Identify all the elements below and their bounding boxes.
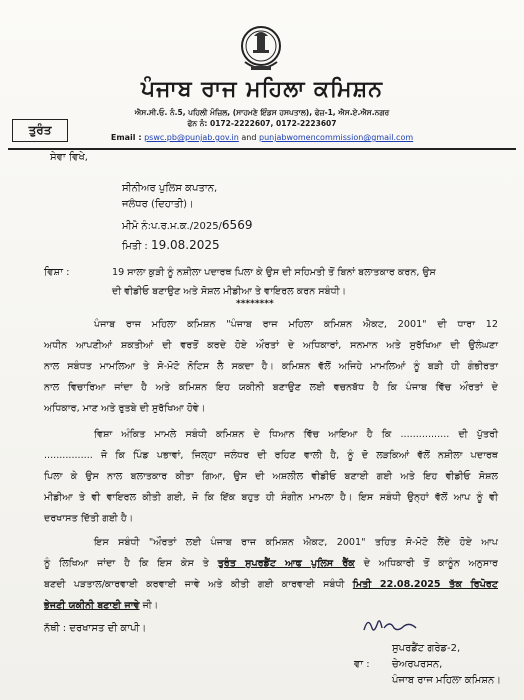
p3-line: [44, 553, 498, 574]
state-emblem-icon: [237, 24, 285, 74]
email-line: [0, 133, 524, 142]
p2-line: ਵਿਸ਼ਾ ਅੰਕਿਤ ਮਾਮਲੇ ਸਬੰਧੀ ਕਮਿਸ਼ਨ ਦੇ ਧਿਆਨ ਵਿੱਚ ਆਇਆ ਹੈ ਕਿ ................ ਦੀ ਪੁੱਤਰੀ: [94, 429, 498, 440]
p1-line: ਅਧਿਕਾਰ, ਮਾਣ ਅਤੇ ਰੁਤਬੇ ਦੀ ਸੁਰੱਖਿਆ ਹੋਵੇ।: [44, 403, 206, 414]
p3-line: ਇਸ ਸਬੰਧੀ "ਔਰਤਾਂ ਲਈ ਪੰਜਾਬ ਰਾਜ ਕਮਿਸ਼ਨ ਐਕਟ, 2001" ਤਹਿਤ ਸੋ-ਮੋਟੋ ਲੈਂਦੇ ਹੋਏ ਆਪ: [94, 537, 498, 548]
memo-label: ਮੀਮੋ ਨੰ:ਪ.ਰ.ਮ.ਕ./2025/: [122, 221, 222, 232]
paragraph-3: [44, 532, 498, 616]
memo-no: 6569: [221, 218, 253, 232]
email-label: Email :: [110, 133, 142, 142]
separator: ********: [236, 299, 274, 309]
signoff-line-3: ਪੰਜਾਬ ਰਾਜ ਮਹਿਲਾ ਕਮਿਸ਼ਨ।: [392, 675, 502, 686]
p3-text: ਨੂੰ ਲਿਖਿਆ ਜਾਂਦਾ ਹੈ ਕਿ ਇਸ ਕੇਸ ਤੇ: [44, 558, 218, 569]
p1-line: ਪੰਜਾਬ ਰਾਜ ਮਹਿਲਾ ਕਮਿਸ਼ਨ "ਪੰਜਾਬ ਰਾਜ ਮਹਿਲਾ ਕਮਿਸ਼ਨ ਐਕਟ, 2001" ਦੀ ਧਾਰਾ 12: [94, 319, 498, 330]
p3-text: ਦੇ ਅਧਿਕਾਰੀ ਤੋਂ ਕਾਨੂੰਨ ਅਨੁਸਾਰ: [354, 558, 499, 569]
email-and: and: [241, 133, 257, 142]
office-title: ਪੰਜਾਬ ਰਾਜ ਮਹਿਲਾ ਕਮਿਸ਼ਨ: [140, 77, 384, 102]
signoff-line-1: ਸੁਪਰਡੈਂਟ ਗਰੇਡ-2,: [392, 643, 461, 654]
p2-line: ਮੀਡੀਆ ਤੇ ਵੀ ਵਾਇਰਲ ਕੀਤੀ ਗਈ, ਜੋ ਕਿ ਇੱਕ ਬਹੁਤ ਹੀ ਸੰਗੀਨ ਮਾਮਲਾ ਹੈ। ਇਸ ਸਬੰਧੀ ਉਨ੍ਹਾਂ ਵੱਲੋਂ ਆਪ ਨੂੰ ਵੀ: [44, 492, 498, 503]
subject-label: ਵਿਸ਼ਾ :: [44, 267, 70, 278]
p3-line: [44, 595, 498, 616]
p1-line: ਨਾਲ ਸਬੰਧਤ ਮਾਮਲਿਆ ਤੇ ਸੋ-ਮੋਟੋ ਨੋਟਿਸ ਲੈ ਸਕਦਾ ਹੈ। ਕਮਿਸ਼ਨ ਵੱਲੋਂ ਅਜਿਹੇ ਮਾਮਲਿਆਂ ਨੂੰ ਬੜੀ ਹੀ ਗੰਭੀਰਤਾ: [44, 361, 498, 372]
signoff-for: ਵਾ :: [354, 659, 370, 670]
date-value: 19.08.2025: [150, 238, 220, 252]
email-link-1[interactable]: pswc.pb@punjab.gov.in: [144, 133, 239, 142]
p3-line: [44, 574, 498, 595]
p3-emphasis-date: ਮਿਤੀ 22.08.2025 ਤੱਕ ਰਿਪੋਰਟ: [352, 579, 498, 590]
memo-number: [122, 218, 252, 234]
recipient-line-2: ਜਲੰਧਰ (ਦਿਹਾਤੀ)।: [122, 199, 194, 210]
salutation: ਸੇਵਾ ਵਿਖੇ,: [50, 152, 88, 163]
p2-line: ................ ਜੋ ਕਿ ਪਿੰਡ ਪਭਾਵਾਂ, ਜਿਲ੍ਹਾ ਜਲੰਧਰ ਦੀ ਰਹਿਣ ਵਾਲੀ ਹੈ, ਨੂੰ ਦੋ ਲੜਕਿਆਂ ਵੱਲੋਂ ਨਸ਼ੀਲਾ ਪਦਾਰਥ: [44, 450, 498, 461]
enclosure: ਨੱਥੀ : ਦਰਖਾਸਤ ਦੀ ਕਾਪੀ।: [44, 623, 147, 634]
signature-icon: [360, 614, 420, 636]
p3-emphasis-send: ਭੇਜਣੀ ਯਕੀਨੀ ਬਣਾਈ ਜਾਵੇ: [44, 600, 140, 611]
p1-line: ਨਾਲ ਵਿਚਾਰਿਆ ਜਾਂਦਾ ਹੈ ਅਤੇ ਕਮਿਸ਼ਨ ਇਹ ਯਕੀਨੀ ਬਣਾਉਣ ਲਈ ਵਚਨਬੱਧ ਹੈ ਕਿ ਪੰਜਾਬ ਵਿੱਚ ਔਰਤਾਂ ਦੇ: [44, 382, 498, 393]
urgent-stamp: ਤੁਰੰਤ: [12, 119, 68, 142]
subject-line-1: 19 ਸਾਲਾ ਕੁੜੀ ਨੂੰ ਨਸ਼ੀਲਾ ਪਦਾਰਥ ਪਿਲਾ ਕੇ ਉਸ ਦੀ ਸਹਿਮਤੀ ਤੋਂ ਬਿਨਾਂ ਬਲਾਤਕਾਰ ਕਰਨ, ਉਸ: [112, 267, 436, 278]
paragraph-1: [44, 314, 498, 419]
letterhead-divider: [8, 148, 516, 150]
phone-line: ਫੋਨ ਨੰ: 0172-2222607, 0172-2223607: [187, 119, 337, 128]
recipient-line-1: ਸੀਨੀਅਰ ਪੁਲਿਸ ਕਪਤਾਨ,: [122, 183, 218, 194]
p3-text: ਬਣਦੀ ਪੜਤਾਲ/ਕਾਰਵਾਈ ਕਰਵਾਈ ਜਾਵੇ ਅਤੇ ਕੀਤੀ ਗਈ ਕਾਰਵਾਈ ਸਬੰਧੀ: [44, 579, 353, 590]
p3-text: ਜੀ।: [139, 600, 159, 611]
address-line: ਐਸ.ਸੀ.ਓ. ਨੰ.5, ਪਹਿਲੀ ਮੰਜ਼ਿਲ, (ਸਾਹਮਣੇ ਇੰਡਸ ਹਸਪਤਾਲ), ਫੇਜ਼-1, ਐਸ.ਏ.ਐਸ.ਨਗਰ: [134, 108, 390, 117]
email-link-2[interactable]: punjabwomencommission@gmail.com: [259, 133, 414, 142]
p2-line: ਪਿਲਾ ਕੇ ਉਸ ਨਾਲ ਬਲਾਤਕਾਰ ਕੀਤਾ ਗਿਆ, ਉਸ ਦੀ ਅਸ਼ਲੀਲ ਵੀਡੀਓ ਬਣਾਈ ਗਈ ਅਤੇ ਇਹ ਵੀਡੀਓ ਸੋਸ਼ਲ: [44, 471, 498, 482]
p1-line: ਅਧੀਨ ਆਪਣੀਆਂ ਸ਼ਕਤੀਆਂ ਦੀ ਵਰਤੋਂ ਕਰਦੇ ਹੋਏ ਔਰਤਾਂ ਦੇ ਅਧਿਕਾਰਾਂ, ਸਨਮਾਨ ਅਤੇ ਸੁਰੱਖਿਆ ਦੀ ਉਲੰਘਣਾ: [44, 340, 498, 351]
subject-line-2: ਦੀ ਵੀਡੀਓ ਬਣਾਉਣ ਅਤੇ ਸੋਸ਼ਲ ਮੀਡੀਆ ਤੇ ਵਾਇਰਲ ਕਰਨ ਸਬੰਧੀ।: [112, 286, 347, 297]
p2-line: ਦਰਖਾਸਤ ਦਿੱਤੀ ਗਈ ਹੈ।: [44, 513, 134, 524]
date-label: ਮਿਤੀ :: [122, 241, 148, 252]
p3-emphasis-rank: ਤੁਰੰਤ ਸੁਪਰਡੈਂਟ ਆਫ ਪੁਲਿਸ ਰੈਂਕ: [217, 558, 355, 569]
memo-date: [122, 238, 220, 254]
paragraph-2: [44, 424, 498, 529]
signoff-line-2: ਚੇਅਰਪਰਸਨ,: [392, 659, 443, 670]
